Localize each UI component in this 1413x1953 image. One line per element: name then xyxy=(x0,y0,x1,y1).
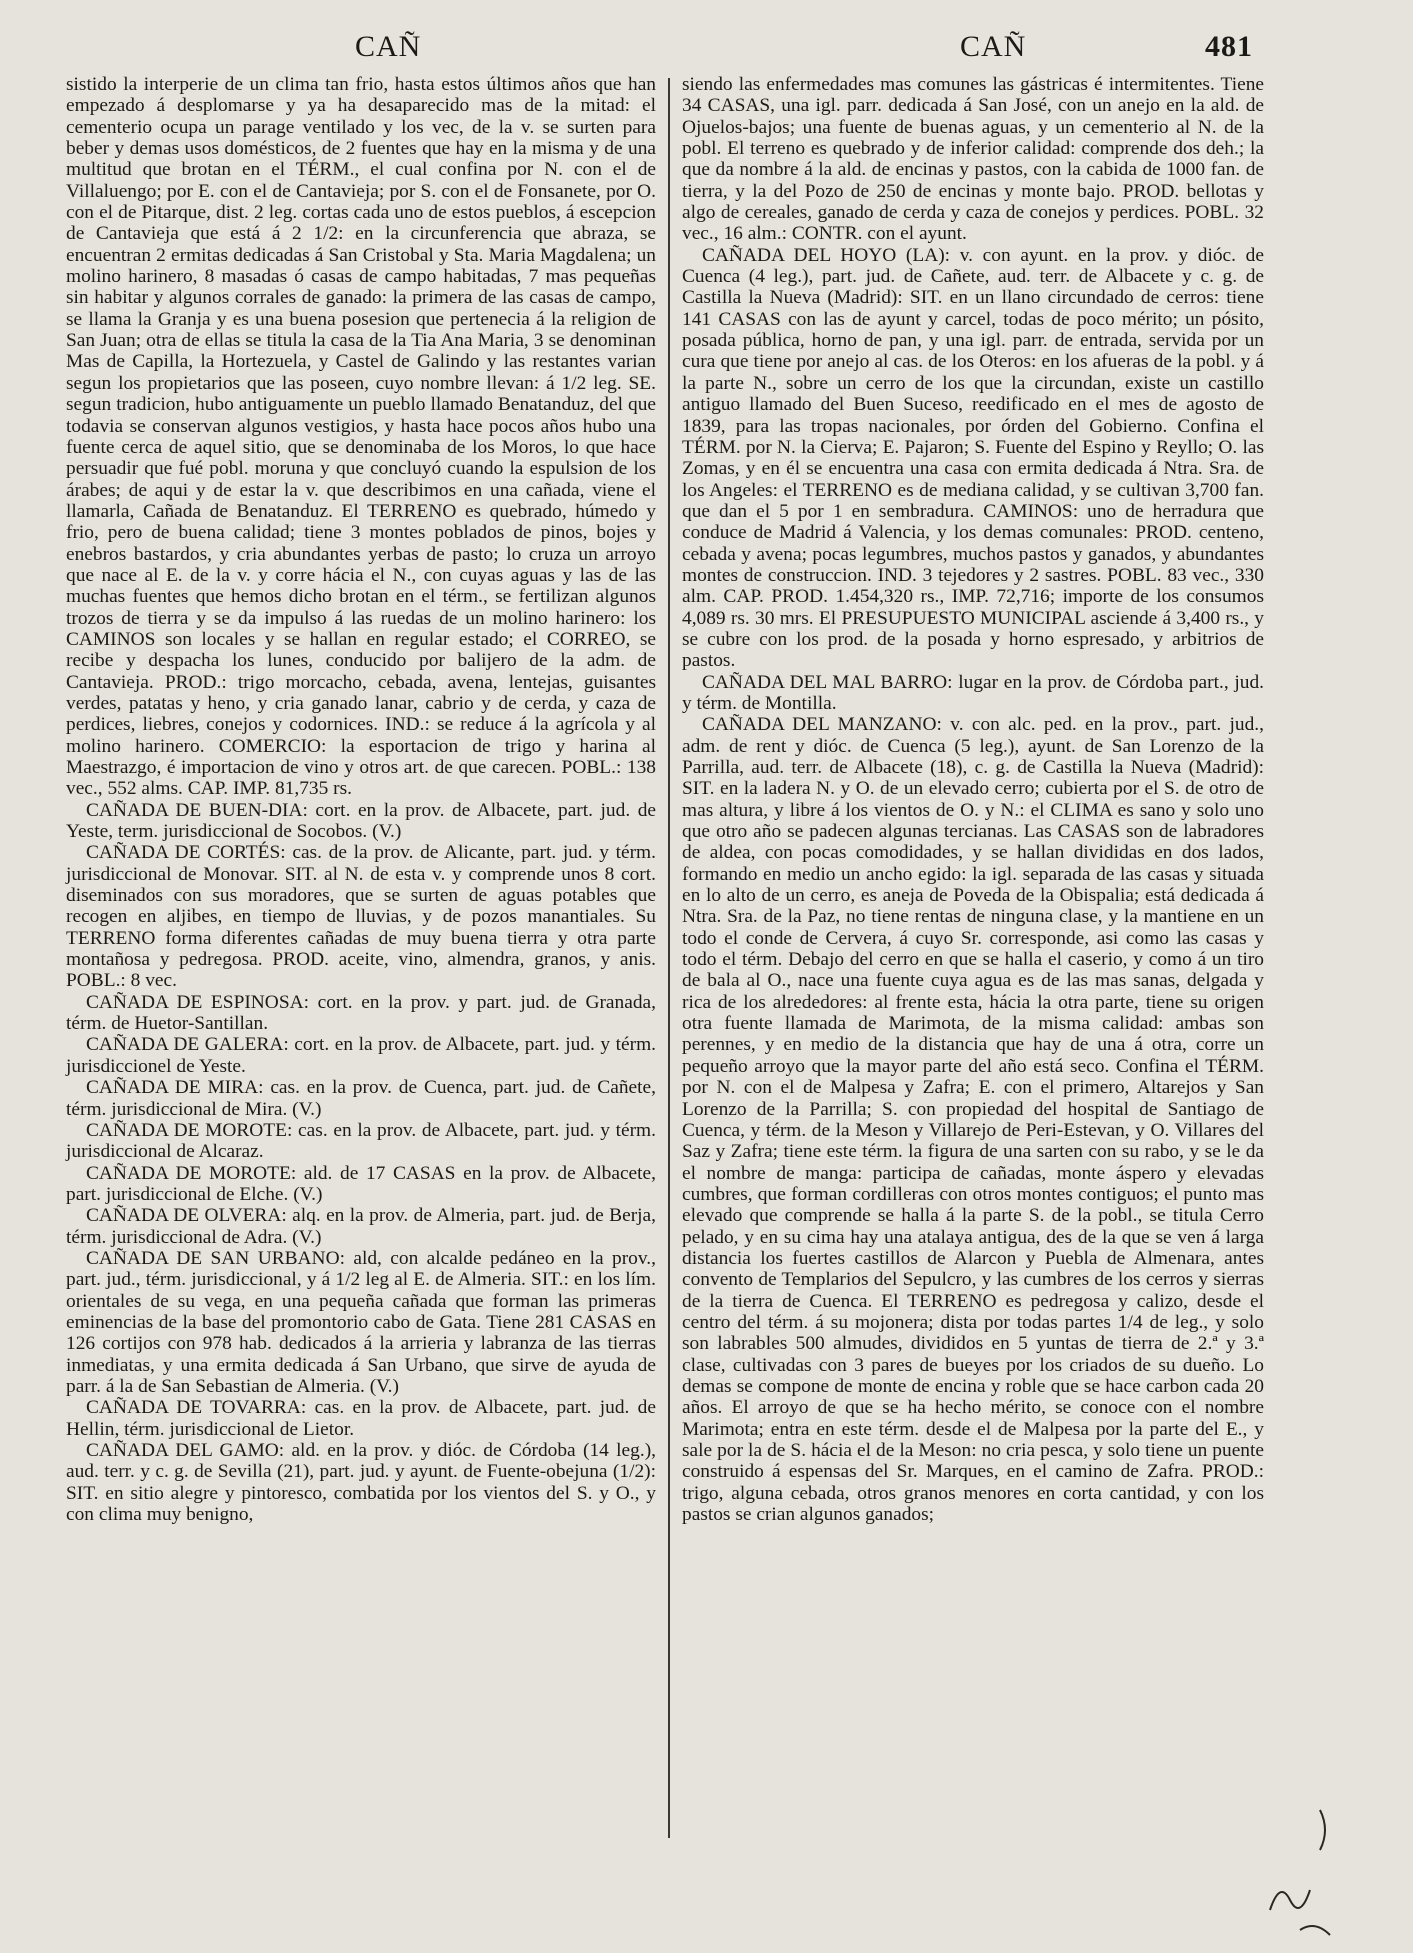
entry-canada-del-mal-barro: CAÑADA DEL MAL BARRO: lugar en la prov. de Córdoba part., jud. y térm. de Montilla. xyxy=(682,671,1264,714)
entry-canada-del-hoyo: CAÑADA DEL HOYO (LA): v. con ayunt. en la prov. y dióc. de Cuenca (4 leg.), part. jud. de Cañete, aud. terr. de Albacete y c. g. de Castilla la Nueva (Madrid): SIT. en un llano circundado de cerros: tiene 141 CASAS con las de ayunt y carcel, todas de poco mérito; un pósito, posada pública, horno de pan, y una igl. parr. de entrada, servida por un cura que tiene por anejo al cas. de los Oteros: en los afueras de la pobl. y á la parte N., sobre un cerro de los que la circundan, existe un castillo antiguo llamado del Buen Suceso, reedificado en el mes de agosto de 1839, para las tropas nacionales, por órden del Gobierno. Confina el TÉRM. por N. la Cierva; E. Pajaron; S. Fuente del Espino y Reyllo; O. las Zomas, y en él se encuentra una casa con ermita dedicada á Ntra. Sra. de los Angeles: el TERRENO es de mediana calidad, y se cultivan 3,700 fan. que dan el 5 por 1 en sembradura. CAMINOS: uno de herradura que conduce de Madrid á Valencia, y los demas comunales: PROD. centeno, cebada y avena; pocas legumbres, muchos pastos y ganados, y abundantes montes de construccion. IND. 3 tejedores y 2 sastres. POBL. 83 vec., 330 alm. CAP. PROD. 1.454,320 rs., IMP. 72,716; importe de los consumos 4,089 rs. 30 mrs. El PRESUPUESTO MUNICIPAL asciende á 3,400 rs., y se cubre con los prod. de la posada y horno espresado, y arbitrios de pastos. xyxy=(682,244,1264,672)
entry-canada-de-galera: CAÑADA DE GALERA: cort. en la prov. de Albacete, part. jud. y térm. jurisdiccionel de Yeste. xyxy=(66,1034,656,1077)
entry-canada-de-san-urbano: CAÑADA DE SAN URBANO: ald, con alcalde pedáneo en la prov., part. jud., térm. jurisdiccional, y á 1/2 leg al E. de Almeria. SIT.: en los lím. orientales de su vega, en una pequeña cañada que forman las primeras eminencias de la base del promontorio cabo de Gata. Tiene 281 CASAS en 126 cortijos con 978 hab. dedicados á la arrieria y labranza de las tierras inmediatas, y una ermita dedicada á San Urbano, que sirve de ayuda de parr. á la de San Sebastian de Almeria. (V.) xyxy=(66,1247,656,1397)
entry-canada-de-olvera: CAÑADA DE OLVERA: alq. en la prov. de Almeria, part. jud. de Berja, térm. jurisdiccional de Adra. (V.) xyxy=(66,1205,656,1248)
page-number: 481 xyxy=(1205,30,1253,63)
ink-scribble-mark xyxy=(1260,1790,1350,1940)
entry-canada-de-morote-1: CAÑADA DE MOROTE: cas. en la prov. de Albacete, part. jud. y térm. jurisdiccional de Alcaraz. xyxy=(66,1119,656,1163)
entry-canada-de-buen-dia: CAÑADA DE BUEN-DIA: cort. en la prov. de Albacete, part. jud. de Yeste, term. jurisdiccional de Socobos. (V.) xyxy=(66,799,656,843)
entry-canada-del-manzano: CAÑADA DEL MANZANO: v. con alc. ped. en la prov., part. jud., adm. de rent y dióc. de Cuenca (5 leg.), ayunt. de San Lorenzo de la Parrilla, aud. terr. de Albacete (18), c. g. de Castilla la Nueva (Madrid): SIT. en la ladera N. y O. de un elevado cerro; cubierta por el S. de otro de mas altura, y libre á los vientos de O. y N.: el CLIMA es sano y solo uno que otro año se padecen algunas tercianas. Las CASAS son de labradores de aldea, con pocas comodidades, y se hallan divididas en dos lados, formando en medio un ancho egido: la igl. separada de las casas y situada en lo alto de un cerro, es aneja de Poveda de la Obispalia; está dedicada á Ntra. Sra. de la Paz, no tiene rentas de ninguna clase, y la mantiene en un todo el conde de Cervera, á cuyo Sr. corresponde, asi como las casas y todo el térm. Debajo del cerro en que se halla el caserio, y como á un tiro de bala al O., nace una fuente cuya agua es de las mas sanas, delgada y rica de los alrededores: al frente esta, hácia la otra parte, tiene su origen otra fuente llamada de Marimota, de la misma calidad: ambas son perennes, y en medio de la distancia que hay de una á otra, corre un pequeño arroyo que la mayor parte del año está seco. Confina el TÉRM. por N. con el de Malpesa y Zafra; E. con el primero, Altarejos y San Lorenzo de la Parrilla; S. con propiedad del hospital de Santiago de Cuenca, y térm. de la Meson y Villarejo de Peri-Estevan, y O. Villares del Saz y Zafra; tiene este térm. la figura de una sarten con su rabo, y se le da el nombre de manga: participa de cañadas, monte áspero y elevadas cumbres, que forman cordilleras con otros montes contiguos; el punto mas elevado que comprende se halla á la parte S. de la pobl., se titula Cerro pelado, y en su cima hay una atalaya antigua, des de la que se ven á larga distancia los fuertes castillos de Alarcon y Puebla de Almenara, antes convento de Templarios del Sepulcro, y las cumbres de los cerros y sierras de la tierra de Cuenca. El TERRENO es pedregosa y calizo, desde el centro del térm. á su mojonera; dista por todas partes 1/4 de leg., y solo son labrables 500 almudes, divididos en 5 yuntas de tierra de 2.ª y 3.ª clase, cultivadas con 3 pares de bueyes por los criados de su dueño. Lo demas se compone de monte de encina y roble que se hace carbon cada 20 años. El arroyo de que se ha hecho mérito, se conoce con el nombre Marimota; entra en este térm. desde el de Malpesa por la parte del E., y sale por la de S. hácia el de la Meson: no cria pesca, y solo tiene un puente construido á espensas del Sr. Marques, en el camino de Zafra. PROD.: trigo, alguna cebada, otros granos menores en corta cantidad, y con los pastos se crian algunos ganados; xyxy=(682,714,1264,1526)
running-head-left: CAÑ xyxy=(355,30,422,63)
entry-canada-de-cortes: CAÑADA DE CORTÉS: cas. de la prov. de Alicante, part. jud. y térm. jurisdiccional de Monovar. SIT. al N. de esta v. y comprende unos 8 cort. diseminados con sus moradores, que se surten de aguas potables que recogen en aljibes, en tiempo de lluvias, y de pozos manantiales. Su TERRENO forma diferentes cañadas de muy buena tierra y otra parte montañosa y pedregosa. PROD. aceite, vino, almendra, granos, y anis. POBL.: 8 vec. xyxy=(66,842,656,992)
entry-continued-right: siendo las enfermedades mas comunes las gástricas é intermitentes. Tiene 34 CASAS, una igl. parr. dedicada á San José, con un anejo en la ald. de Ojuelos-bajos; una fuente de buenas aguas, y un cementerio al N. de la pobl. El terreno es quebrado y de inferior calidad: comprende dos deh.; la que da nombre á la ald. de encinas y pastos, con la cabida de 1000 fan. de tierra, y la del Pozo de 250 de encinas y monte bajo. PROD. bellotas y algo de cereales, ganado de cerda y caza de conejos y perdices. POBL. 32 vec., 16 alm.: CONTR. con el ayunt. xyxy=(682,74,1264,245)
running-head-right: CAÑ xyxy=(960,30,1027,63)
entry-canada-de-morote-2: CAÑADA DE MOROTE: ald. de 17 CASAS en la prov. de Albacete, part. jurisdiccional de Elche. (V.) xyxy=(66,1162,656,1205)
entry-canada-de-mira: CAÑADA DE MIRA: cas. en la prov. de Cuenca, part. jud. de Cañete, térm. jurisdiccional de Mira. (V.) xyxy=(66,1077,656,1120)
right-column xyxy=(682,74,1264,1525)
entry-continued: sistido la interperie de un clima tan frio, hasta estos últimos años que han empezado á desplomarse y ya ha desaparecido mas de la mitad: el cementerio ocupa un parage ventilado y los vec, de la v. se surten para beber y demas usos domésticos, de 2 fuentes que hay en la misma y de una multitud que brotan en el TÉRM., el cual confina por N. con el de Villaluengo; por E. con el de Cantavieja; por S. con el de Fonsanete, por O. con el de Pitarque, dist. 2 leg. cortas cada uno de estos pueblos, á escepcion de Cantavieja que está á 2 1/2: en la circunferencia que abraza, se encuentran 2 ermitas dedicadas á San Cristobal y Sta. Maria Magdalena; un molino harinero, 8 masadas ó casas de campo habitadas, 7 mas pequeñas sin habitar y algunos corrales de ganado: la primera de las casas de campo, se llama la Granja y es una buena posesion que pertenecia á la religion de San Juan; otra de ellas se titula la casa de la Tia Ana Maria, 3 se denominan Mas de Capilla, la Hortezuela, y Castel de Galindo y las restantes varian segun los propietarios que las poseen, cuyo nombre llevan: á 1/2 leg. SE. segun tradicion, hubo antiguamente un pueblo llamado Benatanduz, del que todavia se conservan algunos vestigios, y hasta hace pocos años hubo una fuente cerca de aquel sitio, que se denominaba de los Moros, lo que hace persuadir que fué pobl. moruna y que concluyó cuando la espulsion de los árabes; de aqui y de estar la v. que describimos en una cañada, viene el llamarla, Cañada de Benatanduz. El TERRENO es quebrado, húmedo y frio, pero de buena calidad; tiene 3 montes poblados de pinos, bojes y enebros bastardos, y cria abundantes yerbas de pasto; lo cruza un arroyo que nace al E. de la v. y corre hácia el N., con cuyas aguas y las de las muchas fuentes que hemos dicho brotan en el térm., se fertilizan algunos trozos de tierra y se da impulso á las ruedas de un molino harinero: los CAMINOS son locales y se hallan en regular estado; el CORREO, se recibe y despacha los lunes, conducido por balijero de la adm. de Cantavieja. PROD.: trigo morcacho, cebada, avena, lentejas, guisantes verdes, patatas y heno, y cria ganado lanar, cabrio y de cerda, y caza de perdices, liebres, conejos y codornices. IND.: se reduce á la agrícola y al molino harinero. COMERCIO: la esportacion de trigo y harina al Maestrazgo, é importacion de vino y otros art. de que carecen. POBL.: 138 vec., 552 alms. CAP. IMP. 81,735 rs. xyxy=(66,74,656,800)
left-column xyxy=(66,74,656,1525)
entry-canada-de-tovarra: CAÑADA DE TOVARRA: cas. en la prov. de Albacete, part. jud. de Hellin, térm. jurisdiccional de Lietor. xyxy=(66,1397,656,1440)
entry-canada-de-espinosa: CAÑADA DE ESPINOSA: cort. en la prov. y part. jud. de Granada, térm. de Huetor-Santillan. xyxy=(66,991,656,1035)
column-divider xyxy=(668,78,670,1838)
entry-canada-del-gamo: CAÑADA DEL GAMO: ald. en la prov. y dióc. de Córdoba (14 leg.), aud. terr. y c. g. de Sevilla (21), part. jud. y ayunt. de Fuente-obejuna (1/2): SIT. en sitio alegre y pintoresco, combatida por los vientos del S. y O., y con clima muy benigno, xyxy=(66,1440,656,1526)
